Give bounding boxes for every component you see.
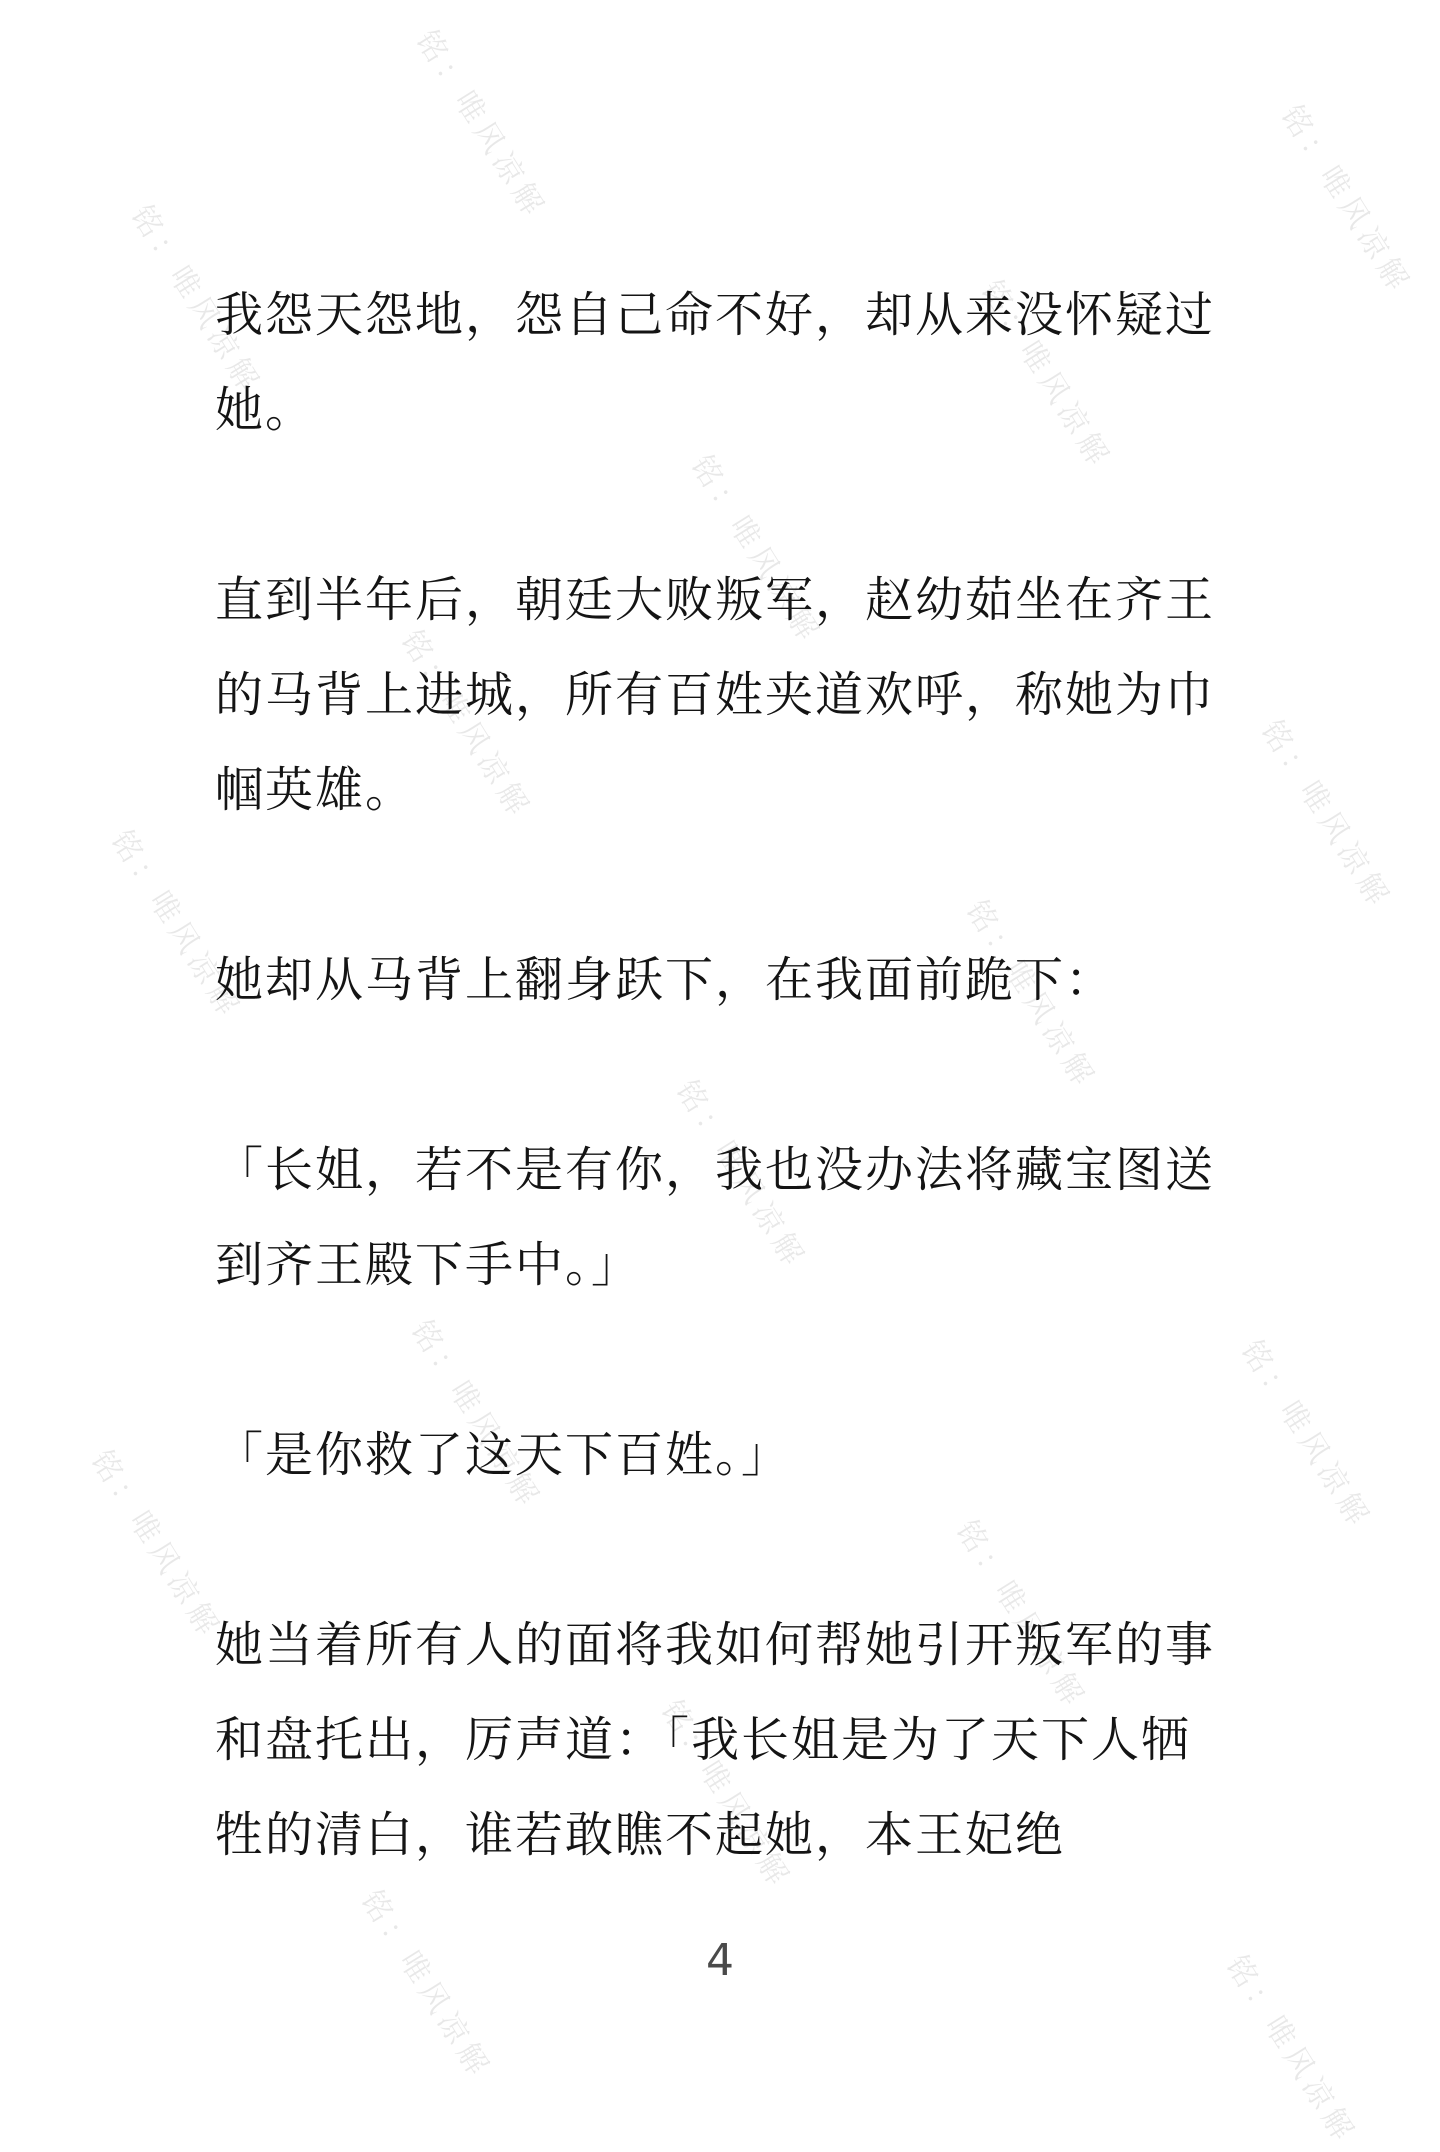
paragraph: 她却从马背上翻身跃下，在我面前跪下： — [215, 952, 1116, 1008]
paragraph: 「长姐，若不是有你，我也没办法将藏宝图送到齐王殿下手中。」 — [215, 1142, 1216, 1293]
watermark: 铭：唯风凉解 — [653, 1694, 798, 1896]
watermark: 铭：唯风凉解 — [83, 1444, 228, 1646]
watermark: 铭：唯风凉解 — [1218, 1949, 1363, 2151]
paragraph: 直到半年后，朝廷大败叛军，赵幼茹坐在齐王的马背上进城，所有百姓夹道欢呼，称她为巾帼英雄。 — [215, 572, 1216, 818]
watermark: 铭：唯风凉解 — [408, 24, 553, 226]
watermark: 铭：唯风凉解 — [123, 199, 268, 401]
page-number: 4 — [706, 1935, 734, 1986]
watermark: 铭：唯风凉解 — [1253, 714, 1398, 916]
watermark: 铭：唯风凉解 — [668, 1074, 813, 1276]
watermark: 铭：唯风凉解 — [103, 824, 248, 1026]
watermark: 铭：唯风凉解 — [403, 1314, 548, 1516]
paragraph: 我怨天怨地，怨自己命不好，却从来没怀疑过她。 — [215, 287, 1216, 438]
watermark: 铭：唯风凉解 — [958, 894, 1103, 1096]
watermark: 铭：唯风凉解 — [1233, 1334, 1378, 1536]
watermark: 铭：唯风凉解 — [393, 624, 538, 826]
watermark: 铭：唯风凉解 — [353, 1884, 498, 2086]
watermark: 铭：唯风凉解 — [683, 449, 828, 651]
watermark: 铭：唯风凉解 — [973, 274, 1118, 476]
article-body — [215, 268, 1235, 1978]
paragraph: 「是你救了这天下百姓。」 — [215, 1427, 792, 1483]
watermark: 铭：唯风凉解 — [1273, 99, 1418, 301]
paragraph: 她当着所有人的面将我如何帮她引开叛军的事和盘托出，厉声道：「我长姐是为了天下人牺牲的清白，谁若敢瞧不起她，本王妃绝 — [215, 1617, 1216, 1863]
watermark: 铭：唯风凉解 — [948, 1514, 1093, 1716]
